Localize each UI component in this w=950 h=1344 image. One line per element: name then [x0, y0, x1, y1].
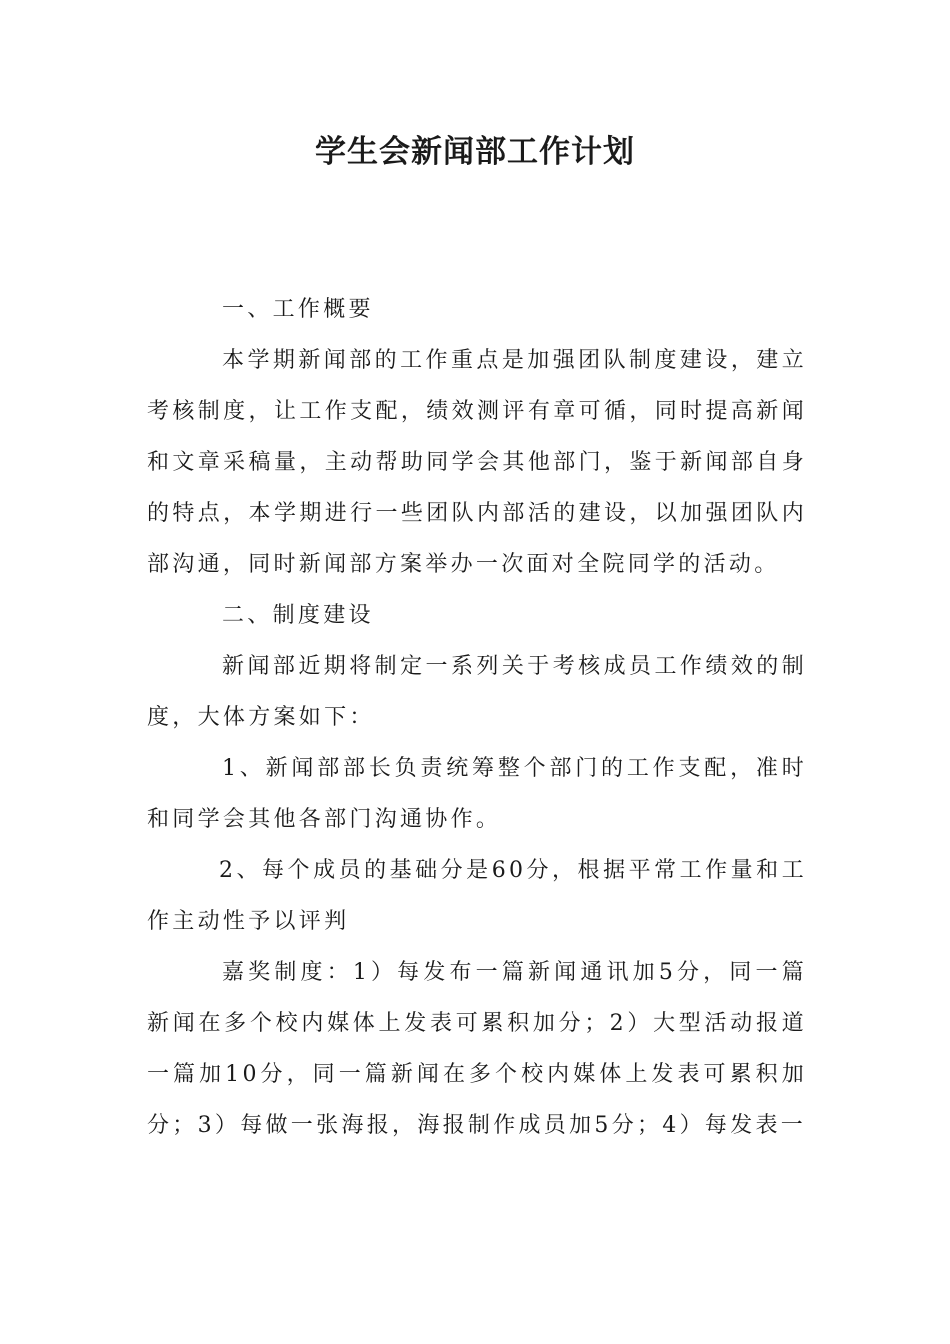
document-body — [147, 284, 807, 1151]
paragraph-item-1: 1、新闻部部长负责统筹整个部门的工作支配，准时和同学会其他各部门沟通协作。 — [147, 756, 807, 832]
section-heading-system: 二、制度建设 — [222, 603, 374, 628]
paragraph-system-intro: 新闻部近期将制定一系列关于考核成员工作绩效的制度，大体方案如下： — [147, 654, 807, 730]
paragraph-overview: 本学期新闻部的工作重点是加强团队制度建设，建立考核制度，让工作支配，绩效测评有章可循，同时提高新闻和文章采稿量，主动帮助同学会其他部门，鉴于新闻部自身的特点，本学期进行一些团队内部活的建设，以加强团队内部沟通，同时新闻部方案举办一次面对全院同学的活动。 — [147, 348, 807, 577]
page-title: 学生会新闻部工作计划 — [315, 134, 635, 170]
paragraph-item-2: 2、每个成员的基础分是60分，根据平常工作量和工作主动性予以评判 — [147, 858, 807, 934]
paragraph-rewards: 嘉奖制度：1）每发布一篇新闻通讯加5分，同一篇新闻在多个校内媒体上发表可累积加分；2）大型活动报道一篇加10分，同一篇新闻在多个校内媒体上发表可累积加分；3）每做一张海报，海报制作成员加5分；4）每发表一 — [147, 960, 807, 1138]
section-heading-overview: 一、工作概要 — [222, 297, 374, 322]
